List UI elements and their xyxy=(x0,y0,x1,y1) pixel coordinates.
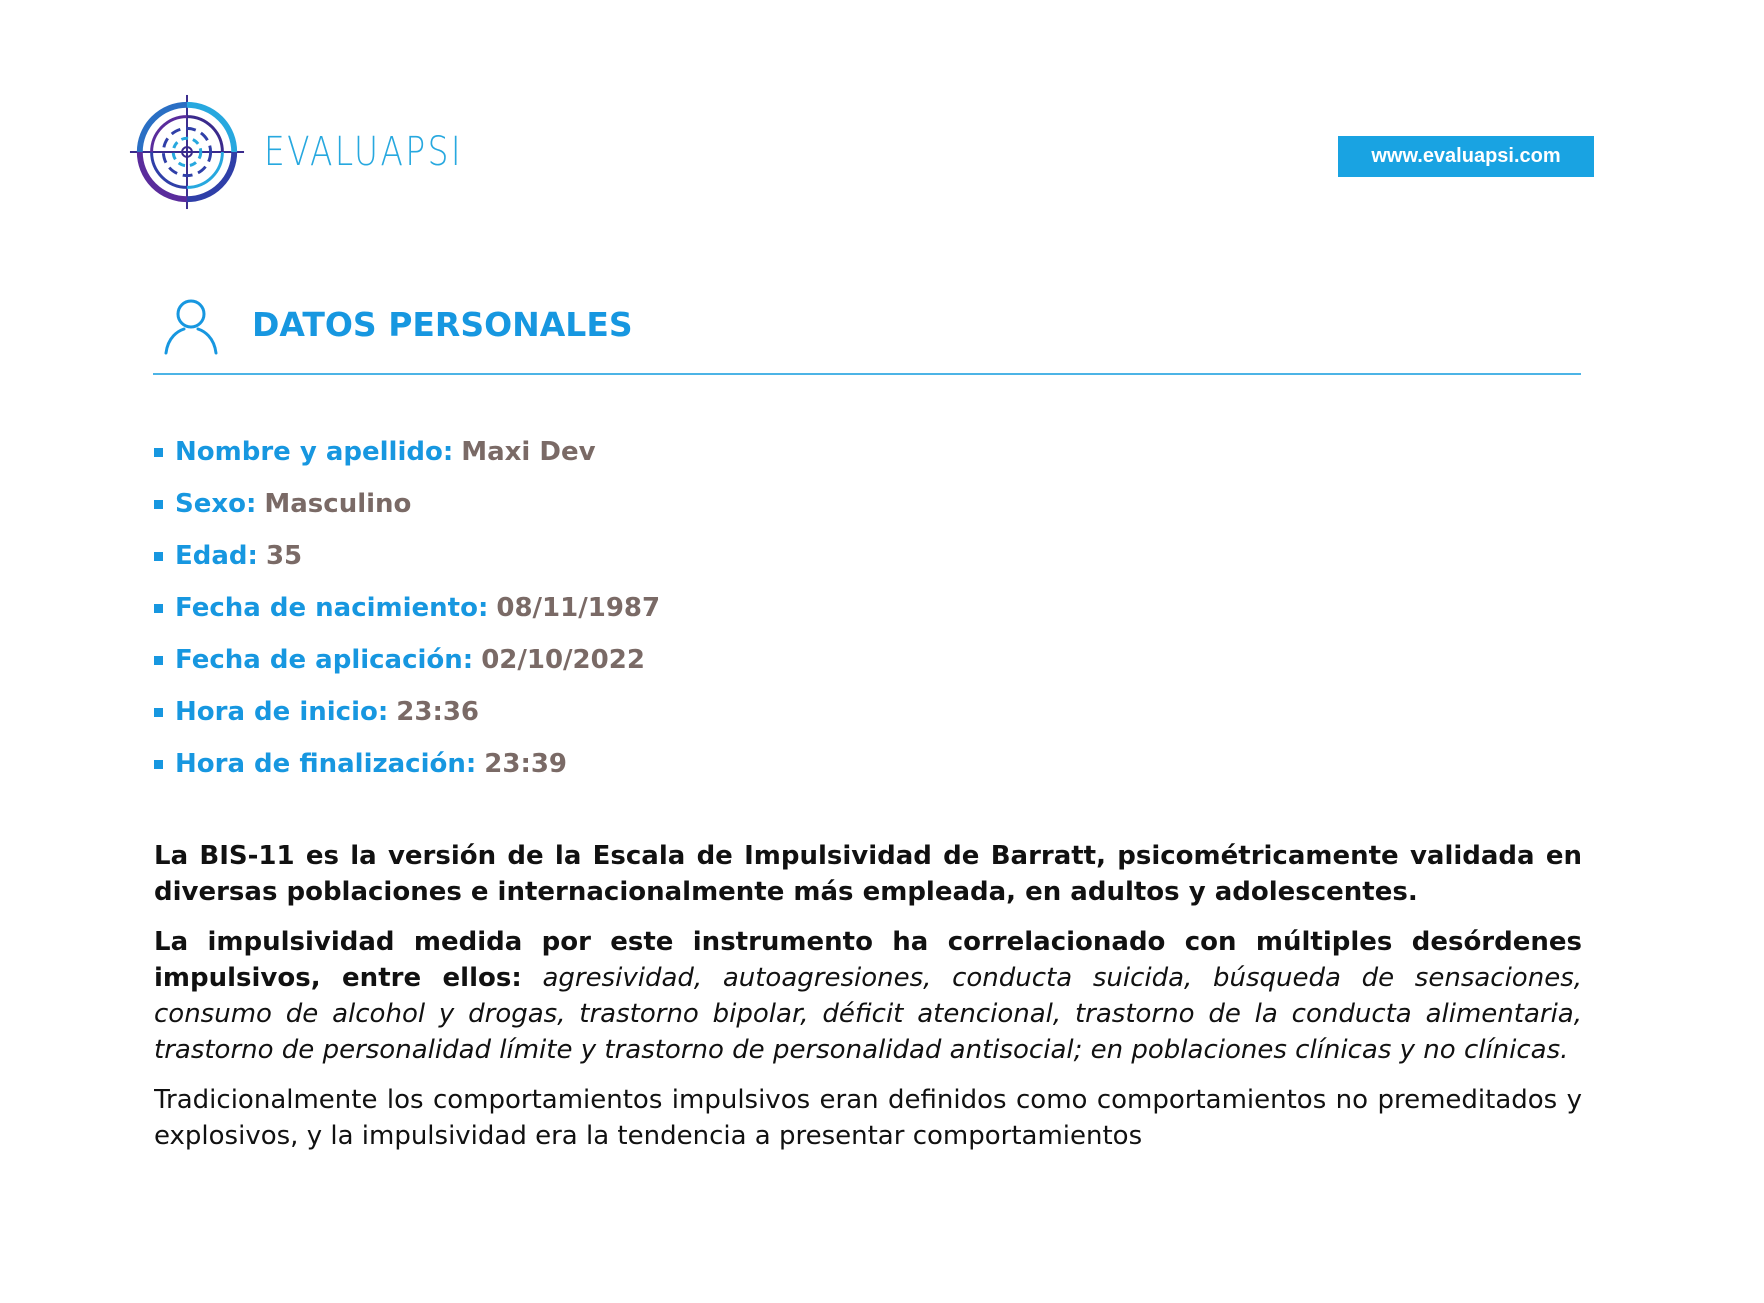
field-value: Maxi Dev xyxy=(461,437,596,467)
bullet-icon xyxy=(154,656,163,665)
field-label: Sexo: xyxy=(175,489,257,519)
field-value: 35 xyxy=(265,541,303,571)
paragraph-bis11-intro: La BIS-11 es la versión de la Escala de Impulsividad de Barratt, psicométricamente validada en diversas poblaciones e internacionalmente más empleada, en adultos y adolescentes. xyxy=(154,841,1582,907)
field-start-time xyxy=(154,686,660,738)
field-value: 23:39 xyxy=(484,749,568,779)
field-value: 02/10/2022 xyxy=(481,645,645,675)
paragraph-correlations-list: agresividad, autoagresiones, conducta suicida, búsqueda de sensaciones, consumo de alcohol y drogas, trastorno bipolar, déficit atencional, trastorno de la conducta alimentaria, trastorno de personalidad límite y trastorno de personalidad antisocial; en poblaciones clínicas y no clínicas. xyxy=(154,963,1582,1065)
paragraph-traditional-definition: Tradicionalmente los comportamientos impulsivos eran definidos como comportamientos no premeditados y explosivos, y la impulsividad era la tendencia a presentar comportamientos xyxy=(154,1085,1582,1151)
field-label: Fecha de aplicación: xyxy=(175,645,474,675)
field-name xyxy=(154,426,660,478)
bullet-icon xyxy=(154,708,163,717)
field-age xyxy=(154,530,660,582)
paragraph-correlations xyxy=(154,924,1582,1068)
description-text xyxy=(154,838,1582,1202)
field-value: Masculino xyxy=(264,489,412,519)
field-end-time xyxy=(154,738,660,790)
field-application-date xyxy=(154,634,660,686)
bullet-icon xyxy=(154,500,163,509)
field-value: 08/11/1987 xyxy=(496,593,661,623)
website-url-badge[interactable]: www.evaluapsi.com xyxy=(1338,136,1594,177)
bullet-icon xyxy=(154,448,163,457)
logo-text: EVALUAPSI xyxy=(264,129,464,175)
bullet-icon xyxy=(154,604,163,613)
section-divider xyxy=(153,373,1581,375)
field-birth-date xyxy=(154,582,660,634)
field-value: 23:36 xyxy=(396,697,480,727)
bullet-icon xyxy=(154,760,163,769)
person-icon xyxy=(160,293,222,355)
evaluapsi-logo xyxy=(128,93,507,211)
paragraph-correlations-lead: La impulsividad medida por este instrumento ha correlacionado con múltiples desórdenes impulsivos, entre ellos: xyxy=(154,927,1582,993)
section-header xyxy=(160,293,633,355)
field-label: Hora de finalización: xyxy=(175,749,477,779)
personal-data-list xyxy=(154,426,660,790)
field-sex xyxy=(154,478,660,530)
field-label: Fecha de nacimiento: xyxy=(175,593,489,623)
field-label: Nombre y apellido: xyxy=(175,437,454,467)
field-label: Edad: xyxy=(175,541,258,571)
bullet-icon xyxy=(154,552,163,561)
field-label: Hora de inicio: xyxy=(175,697,389,727)
section-title: DATOS PERSONALES xyxy=(252,304,633,344)
target-logo-icon xyxy=(128,93,246,211)
